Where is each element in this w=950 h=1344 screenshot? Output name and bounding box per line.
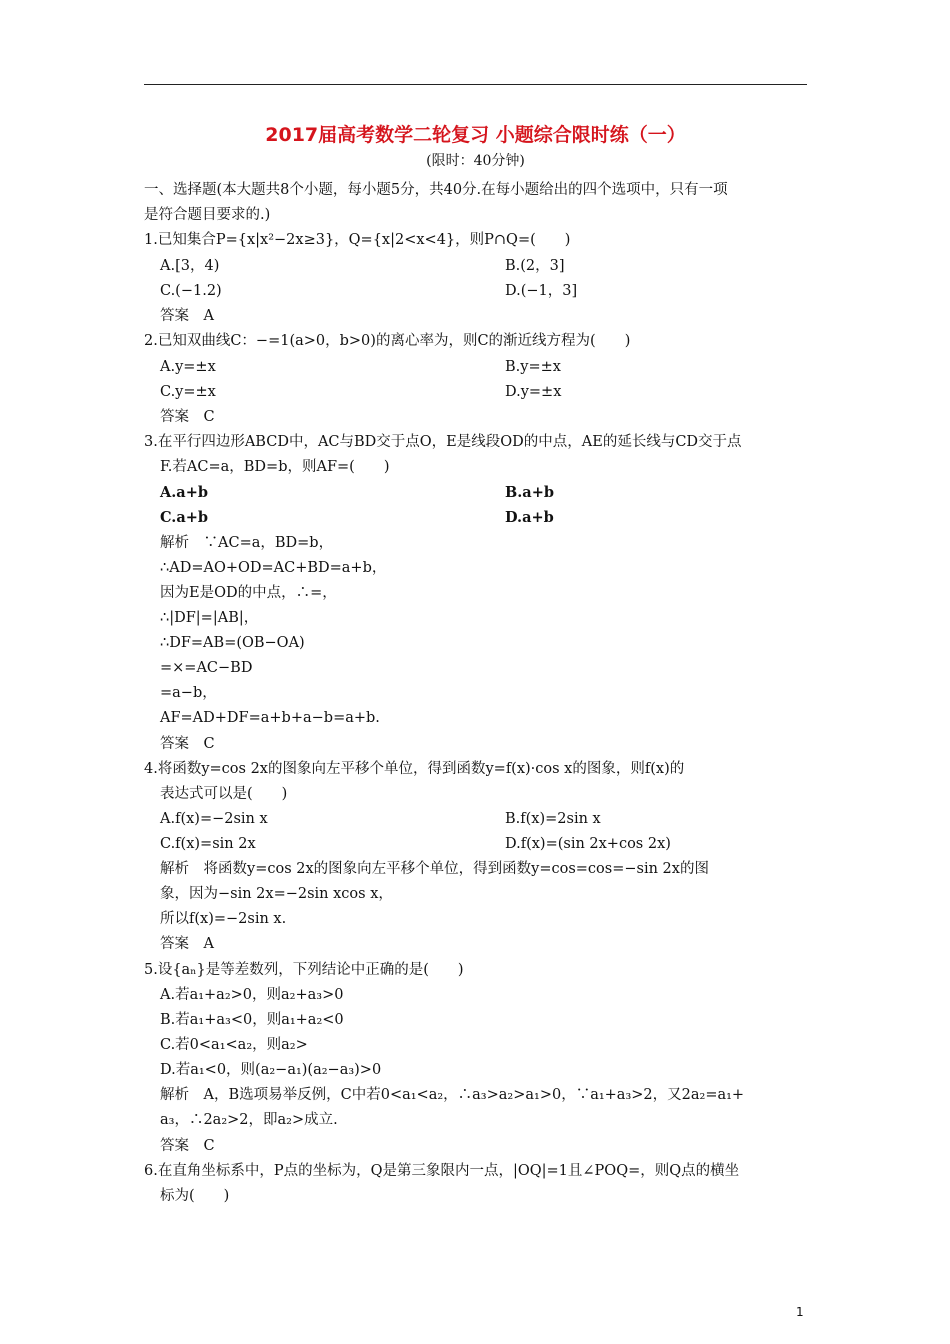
q4-option-c: C.f(x)=sin 2x xyxy=(160,836,256,852)
q2-option-d: D.y=±x xyxy=(505,384,562,400)
q1-option-a: A.[3，4) xyxy=(160,258,220,274)
q2-option-c: C.y=±x xyxy=(160,384,216,400)
q4-stem-line2: 表达式可以是( ) xyxy=(160,786,288,802)
q4-option-d: D.f(x)=(sin 2x+cos 2x) xyxy=(505,836,671,852)
q4-analysis-line: 象，因为−sin 2x=−2sin xcos x， xyxy=(160,886,393,902)
q1-stem: 1.已知集合P={x|x²−2x≥3}，Q={x|2<x<4}，则P∩Q=( ) xyxy=(144,232,571,248)
q4-analysis-line: 解析 将函数y=cos 2x的图象向左平移个单位，得到函数y=cos=cos=−sin 2x的图 xyxy=(160,861,709,877)
q3-option-b: B.a+b xyxy=(505,484,554,501)
header-rule xyxy=(144,84,807,85)
time-limit: (限时：40分钟) xyxy=(426,153,525,169)
q5-option-a: A.若a₁+a₂>0，则a₂+a₃>0 xyxy=(160,987,344,1003)
q3-analysis-line: 解析 ∵AC=a，BD=b， xyxy=(160,535,334,551)
q5-answer: 答案 C xyxy=(160,1138,215,1154)
q6-stem-line1: 6.在直角坐标系中，P点的坐标为，Q是第三象限内一点，|OQ|=1且∠POQ=，则Q点的横坐 xyxy=(144,1163,740,1179)
q5-option-c: C.若0<a₁<a₂，则a₂> xyxy=(160,1037,308,1053)
q4-answer: 答案 A xyxy=(160,936,214,952)
q3-analysis-line: =a−b， xyxy=(160,685,217,701)
q3-analysis-line: =×=AC−BD xyxy=(160,660,253,676)
document-title: 2017届高考数学二轮复习 小题综合限时练（一） xyxy=(265,124,686,146)
q3-analysis-line: AF=AD+DF=a+b+a−b=a+b. xyxy=(160,710,380,726)
section-heading-line2: 是符合题目要求的.) xyxy=(144,207,271,223)
q4-option-b: B.f(x)=2sin x xyxy=(505,811,601,827)
q5-option-b: B.若a₁+a₃<0，则a₁+a₂<0 xyxy=(160,1012,344,1028)
q3-stem-line2: F.若AC=a，BD=b，则AF=( ) xyxy=(160,459,390,475)
q2-answer: 答案 C xyxy=(160,409,215,425)
q5-stem: 5.设{aₙ}是等差数列，下列结论中正确的是( ) xyxy=(144,962,464,978)
q5-option-d: D.若a₁<0，则(a₂−a₁)(a₂−a₃)>0 xyxy=(160,1062,382,1078)
q4-option-a: A.f(x)=−2sin x xyxy=(160,811,268,827)
q3-analysis-line: ∴AD=AO+OD=AC+BD=a+b， xyxy=(160,560,387,576)
q3-option-a: A.a+b xyxy=(160,484,208,501)
q5-analysis-line: 解析 A，B选项易举反例，C中若0<a₁<a₂，∴a₃>a₂>a₁>0，∵a₁+a₃>2，又2a₂=a₁+ xyxy=(160,1087,745,1103)
q3-option-c: C.a+b xyxy=(160,509,209,526)
page-number: 1 xyxy=(796,1305,804,1319)
q1-option-c: C.(−1.2) xyxy=(160,283,222,299)
q1-answer: 答案 A xyxy=(160,308,214,324)
q1-option-b: B.(2，3] xyxy=(505,258,565,274)
q3-answer: 答案 C xyxy=(160,736,215,752)
q2-stem: 2.已知双曲线C：−=1(a>0，b>0)的离心率为，则C的渐近线方程为( ) xyxy=(144,333,631,349)
q3-analysis-line: ∴DF=AB=(OB−OA) xyxy=(160,635,305,651)
q2-option-b: B.y=±x xyxy=(505,359,561,375)
q4-stem-line1: 4.将函数y=cos 2x的图象向左平移个单位，得到函数y=f(x)·cos x的图象，则f(x)的 xyxy=(144,761,685,777)
q4-analysis-line: 所以f(x)=−2sin x. xyxy=(160,911,287,927)
q2-option-a: A.y=±x xyxy=(160,359,216,375)
q3-analysis-line: ∴|DF|=|AB|， xyxy=(160,610,259,626)
q3-option-d: D.a+b xyxy=(505,509,554,526)
q5-analysis-line: a₃，∴2a₂>2，即a₂>成立. xyxy=(160,1112,338,1128)
q1-option-d: D.(−1，3] xyxy=(505,283,578,299)
q3-stem-line1: 3.在平行四边形ABCD中，AC与BD交于点O，E是线段OD的中点，AE的延长线与CD交于点 xyxy=(144,434,742,450)
section-heading-line1: 一、选择题(本大题共8个小题，每小题5分，共40分.在每小题给出的四个选项中，只有一项 xyxy=(144,182,728,198)
q3-analysis-line: 因为E是OD的中点，∴=， xyxy=(160,585,337,601)
q6-stem-line2: 标为( ) xyxy=(160,1188,230,1204)
